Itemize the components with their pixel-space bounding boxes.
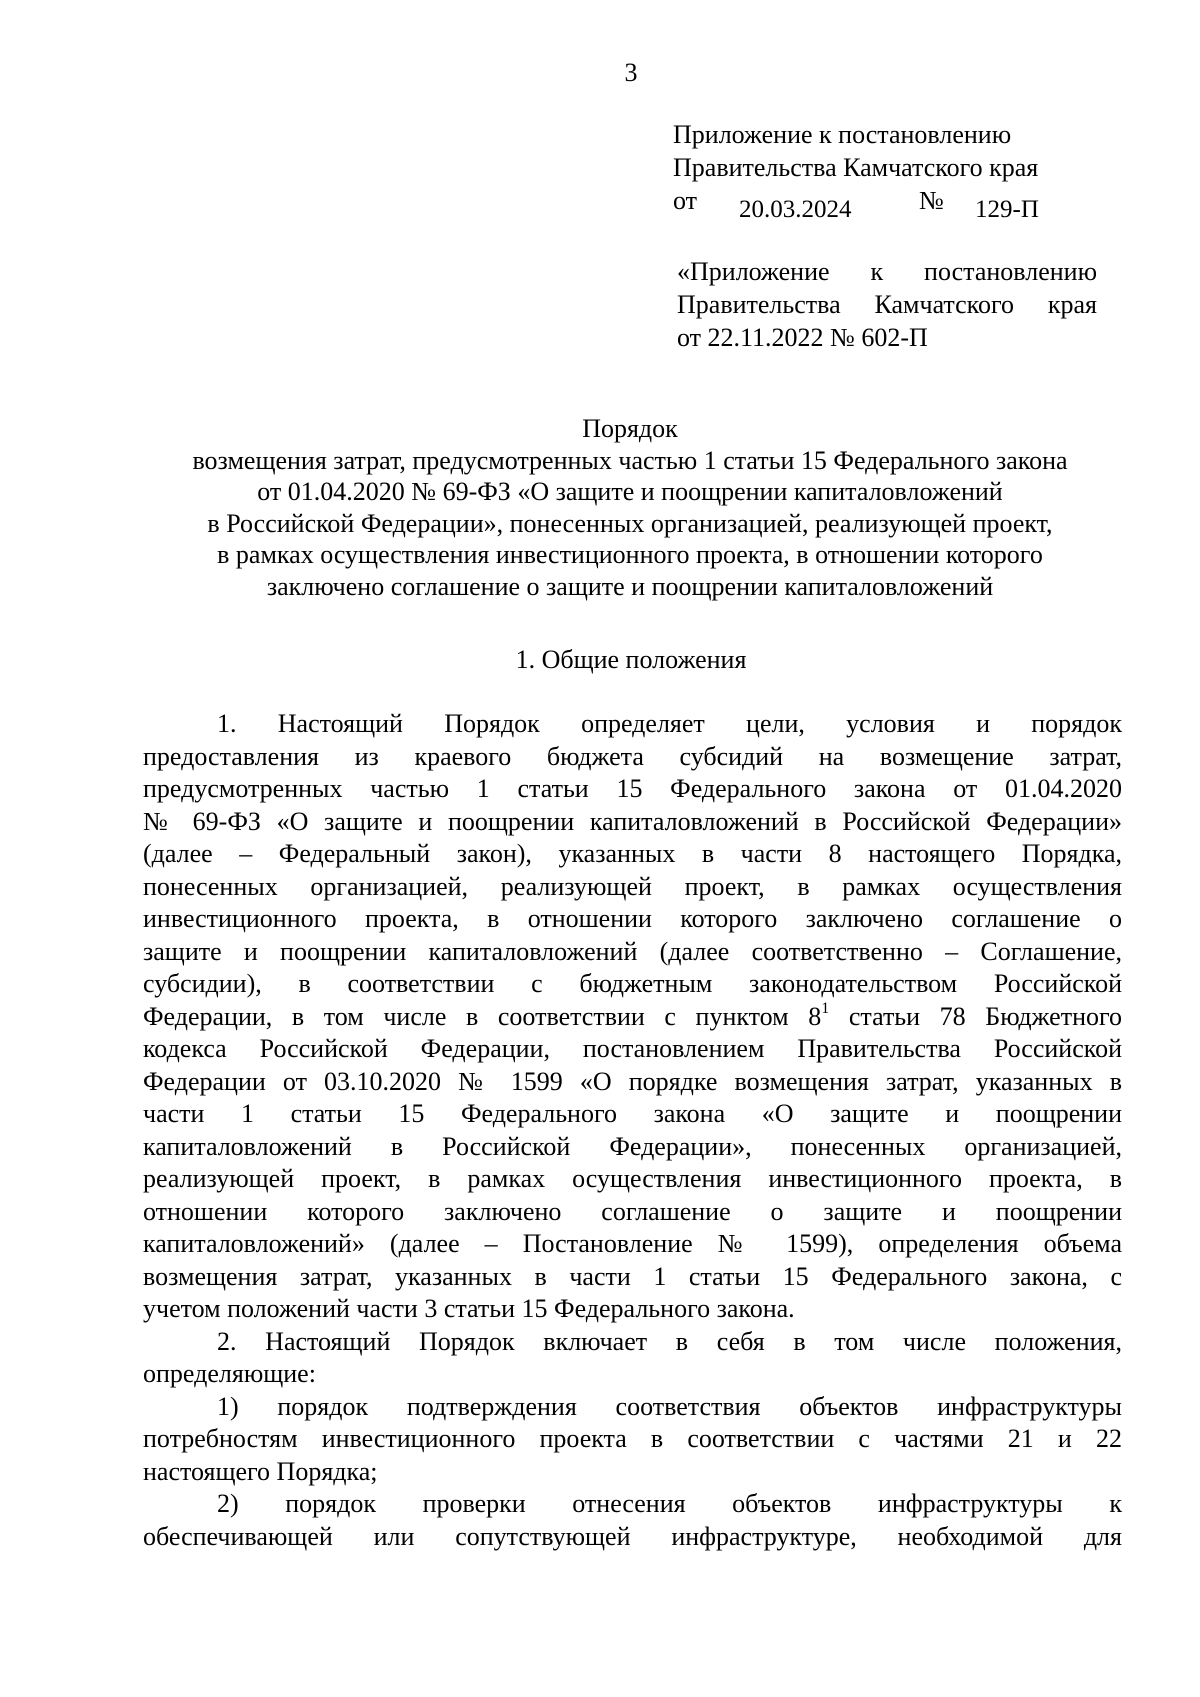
list-item-1-line: 1) порядок подтверждения соответствия объектов инфраструктуры (217, 1391, 1122, 1421)
paragraph-1-line: отношении которого заключено соглашение о защите и поощрении (143, 1196, 1122, 1226)
previous-appendix-block (677, 255, 1097, 354)
paragraph-1-line: (далее – Федеральный закон), указанных в части 8 настоящего Порядка, (143, 839, 1122, 868)
paragraph-1-line: защите и поощрении капиталовложений (далее соответственно – Соглашение, (143, 936, 1122, 966)
paragraph-1-line: субсидии), в соответствии с бюджетным законодательством Российской (143, 969, 1122, 998)
title-line: от 01.04.2020 № 69-ФЗ «О защите и поощрении капиталовложений (257, 477, 1003, 506)
paragraph-1-line: предоставления из краевого бюджета субсидий на возмещение затрат, (143, 741, 1122, 771)
paragraph-1-line: 1. Настоящий Порядок определяет цели, условия и порядок (217, 709, 1122, 738)
previous-appendix-line-3: от 22.11.2022 № 602-П (677, 323, 928, 352)
body-text (143, 708, 1122, 1553)
paragraph-1-line: инвестиционного проекта, в отношении которого заключено соглашение о (143, 904, 1122, 933)
approval-date: 20.03.2024 (739, 196, 852, 223)
paragraph-1-line: предусмотренных частью 1 статьи 15 Федерального закона от 01.04.2020 (143, 774, 1122, 803)
list-item-1-line: потребностям инвестиционного проекта в соответствии с частями 21 и 22 (143, 1424, 1122, 1453)
approval-number-sign: № (919, 186, 944, 215)
title-line: заключено соглашение о защите и поощрении капиталовложений (266, 571, 994, 601)
title-line: в рамках осуществления инвестиционного проекта, в отношении которого (217, 540, 1043, 569)
line-text: Федерации, в том числе в соответствии с пунктом 8 (143, 1001, 822, 1031)
approval-date-row (673, 184, 1039, 223)
superscript-1: 1 (821, 999, 830, 1017)
line-text: статьи 78 Бюджетного (848, 1001, 1123, 1031)
paragraph-1-line: понесенных организацией, реализующей проект, в рамках осуществления (143, 871, 1122, 901)
document-title (140, 413, 1120, 602)
title-line: возмещения затрат, предусмотренных частью 1 статьи 15 Федерального закона (192, 445, 1068, 475)
approval-line-1: Приложение к постановлению (673, 120, 1012, 149)
title-line: в Российской Федерации», понесенных организацией, реализующей проект, (207, 508, 1053, 538)
paragraph-1-line: реализующей проект, в рамках осуществления инвестиционного проекта, в (143, 1164, 1122, 1193)
page-number: 3 (624, 58, 638, 87)
paragraph-1-line: учетом положений части 3 статьи 15 Федерального закона. (143, 1294, 795, 1323)
approval-block (673, 118, 1039, 223)
approval-line-2: Правительства Камчатского края (673, 153, 1039, 182)
list-item-2-line: обеспечивающей или сопутствующей инфраструктуре, необходимой для (143, 1521, 1122, 1551)
paragraph-1-line: возмещения затрат, указанных в части 1 статьи 15 Федерального закона, с (143, 1261, 1122, 1291)
approval-number: 129-П (975, 196, 1039, 223)
paragraph-1-line: кодекса Российской Федерации, постановлением Правительства Российской (143, 1034, 1122, 1063)
previous-appendix-line-1: «Приложение к постановлению (677, 257, 1097, 286)
title-heading: Порядок (582, 414, 678, 443)
section-heading: 1. Общие положения (515, 645, 747, 674)
paragraph-1-line: № 69-ФЗ «О защите и поощрении капиталовложений в Российской Федерации» (143, 806, 1122, 836)
paragraph-1-line: капиталовложений» (далее – Постановление № 1599), определения объема (143, 1229, 1122, 1258)
paragraph-1-line: части 1 статьи 15 Федерального закона «О защите и поощрении (143, 1099, 1122, 1128)
list-item-1-line: настоящего Порядка; (143, 1456, 378, 1486)
list-item-2-line: 2) порядок проверки отнесения объектов инфраструктуры к (217, 1489, 1122, 1518)
paragraph-2-line: 2. Настоящий Порядок включает в себя в том числе положения, (217, 1326, 1122, 1356)
paragraph-1-line: капиталовложений в Российской Федерации», понесенных организацией, (143, 1131, 1122, 1161)
paragraph-2-line: определяющие: (143, 1359, 316, 1388)
previous-appendix-line-2: Правительства Камчатского края (677, 290, 1097, 319)
paragraph-1-line: Федерации от 03.10.2020 № 1599 «О порядке возмещения затрат, указанных в (143, 1066, 1122, 1096)
paragraph-1-line-with-superscript (143, 1001, 1122, 1034)
approval-ot-label: от (673, 186, 698, 215)
